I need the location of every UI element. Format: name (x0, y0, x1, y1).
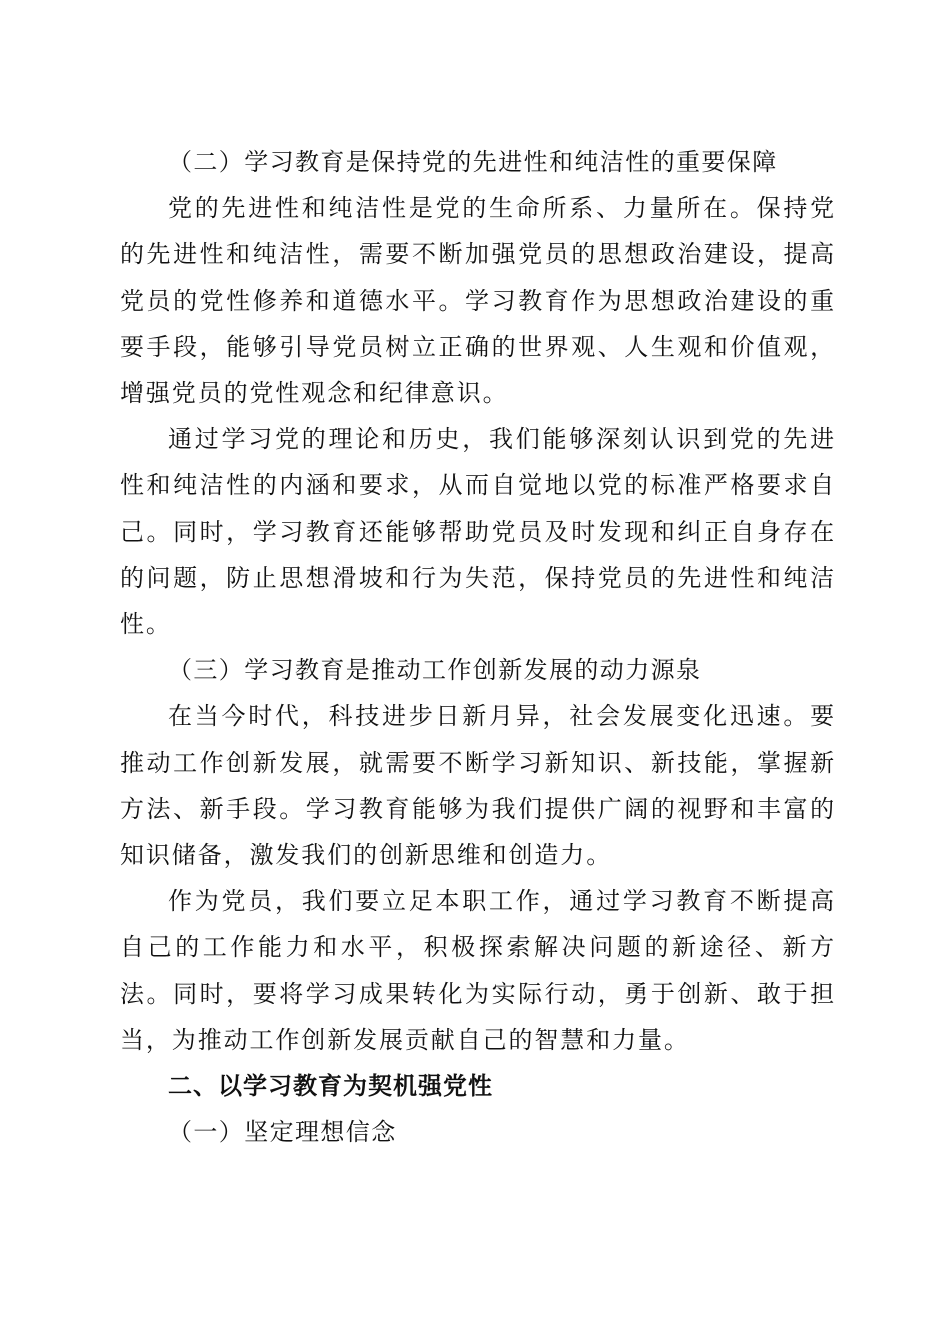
body-paragraph: 通过学习党的理论和历史，我们能够深刻认识到党的先进性和纯洁性的内涵和要求，从而自觉地以党的标准严格要求自己。同时，学习教育还能够帮助党员及时发现和纠正自身存在的问题，防止思想滑坡和行为失范，保持党员的先进性和纯洁性。 (120, 425, 836, 639)
document-body (120, 139, 836, 1155)
part-heading-2: 二、以学习教育为契机强党性 (168, 1072, 493, 1101)
section-heading-2: （二）学习教育是保持党的先进性和纯洁性的重要保障 (168, 148, 778, 176)
body-paragraph: 作为党员，我们要立足本职工作，通过学习教育不断提高自己的工作能力和水平，积极探索解决问题的新途径、新方法。同时，要将学习成果转化为实际行动，勇于创新、敢于担当，为推动工作创新发展贡献自己的智慧和力量。 (120, 887, 836, 1054)
body-paragraph: 在当今时代，科技进步日新月异，社会发展变化迅速。要推动工作创新发展，就需要不断学习新知识、新技能，掌握新方法、新手段。学习教育能够为我们提供广阔的视野和丰富的知识储备，激发我们的创新思维和创造力。 (120, 702, 836, 870)
subsection-heading-1: （一）坚定理想信念 (168, 1118, 397, 1147)
section-heading-3: （三）学习教育是推动工作创新发展的动力源泉 (168, 656, 702, 685)
body-paragraph: 党的先进性和纯洁性是党的生命所系、力量所在。保持党的先进性和纯洁性，需要不断加强党员的思想政治建设，提高党员的党性修养和道德水平。学习教育作为思想政治建设的重要手段，能够引导党员树立正确的世界观、人生观和价值观，增强党员的党性观念和纪律意识。 (120, 194, 836, 408)
